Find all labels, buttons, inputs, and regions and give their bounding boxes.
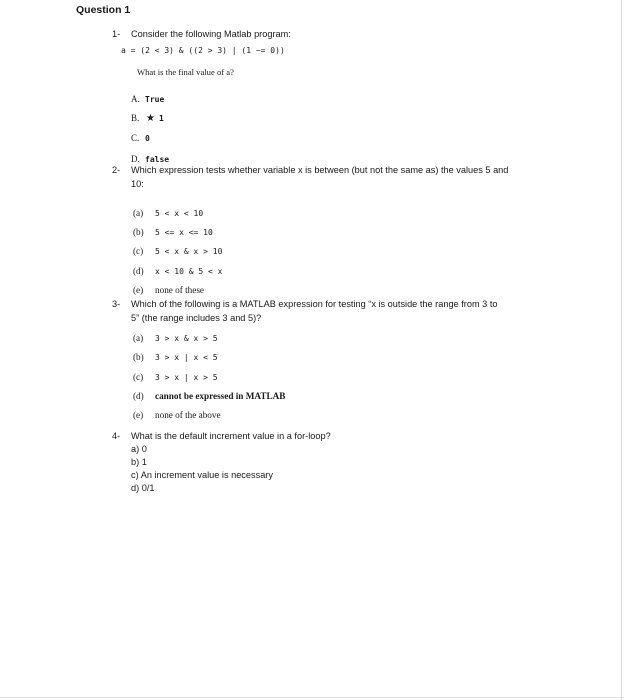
q1-option-a — [131, 89, 164, 107]
page-edge-right — [621, 0, 622, 700]
q3-option-b — [133, 347, 218, 365]
q3-option-value: 3 > x | x > 5 — [155, 373, 218, 382]
q1-option-label: A. — [131, 94, 140, 104]
q2-option-c — [133, 241, 222, 259]
q3-option-label: (b) — [133, 352, 144, 362]
page-edge-bottom — [0, 697, 624, 698]
q2-option-label: (e) — [133, 285, 144, 295]
q2-option-a — [133, 203, 203, 221]
star-icon: ★ — [146, 113, 155, 124]
q1-option-value: True — [145, 95, 165, 104]
q2-text-line1: Which expression tests whether variable x is between (but not the same as) the values 5 and — [131, 165, 509, 175]
q2-option-value: 5 <= x <= 10 — [155, 228, 213, 237]
q3-option-c — [133, 367, 218, 385]
q3-option-value: 3 > x & x > 5 — [155, 334, 218, 343]
q2-option-label: (b) — [133, 227, 144, 237]
q2-option-value: x < 10 & 5 < x — [155, 267, 223, 276]
q4-option-c: c) An increment value is necessary — [131, 470, 273, 480]
q1-code: a = (2 < 3) & ((2 > 3) | (1 ~= 0)) — [121, 46, 285, 55]
q1-option-label: B. — [131, 113, 140, 123]
q3-option-value: 3 > x | x < 5 — [155, 353, 218, 362]
q3-option-label: (e) — [133, 410, 144, 420]
q3-text-line2: 5” (the range includes 3 and 5)? — [131, 313, 262, 323]
question-heading: Question 1 — [76, 4, 131, 16]
q2-option-value: 5 < x & x > 10 — [155, 247, 223, 256]
q1-option-c — [131, 128, 150, 146]
q1-option-value: false — [145, 155, 170, 164]
q2-number: 2- — [112, 165, 121, 175]
q1-number: 1- — [112, 29, 121, 39]
q3-option-d — [133, 386, 285, 404]
q2-option-value: none of these — [155, 285, 204, 295]
q1-option-value: 0 — [145, 134, 150, 143]
q1-prompt: What is the final value of a? — [137, 67, 234, 77]
q4-option-b: b) 1 — [131, 457, 147, 467]
q3-option-label: (a) — [133, 333, 144, 343]
q1-option-label: C. — [131, 133, 140, 143]
q3-option-label: (c) — [133, 372, 144, 382]
q3-block — [112, 299, 592, 329]
q1-option-label: D. — [131, 154, 140, 164]
q2-option-e — [133, 280, 204, 298]
q3-option-value: cannot be expressed in MATLAB — [155, 391, 286, 401]
q2-option-label: (c) — [133, 246, 144, 256]
q3-option-e — [133, 405, 221, 423]
q2-block — [112, 165, 592, 195]
q2-option-label: (a) — [133, 208, 144, 218]
q4-block — [112, 431, 592, 447]
q3-option-label: (d) — [133, 391, 144, 401]
q2-option-d — [133, 261, 222, 279]
q2-option-value: 5 < x < 10 — [155, 209, 204, 218]
q3-option-value: none of the above — [155, 410, 221, 420]
q2-option-label: (d) — [133, 266, 144, 276]
q1-option-b — [131, 108, 164, 126]
q4-option-d: d) 0/1 — [131, 483, 155, 493]
q1-text: Consider the following Matlab program: — [131, 29, 291, 39]
q1-option-value: 1 — [158, 114, 164, 123]
q3-number: 3- — [112, 299, 121, 309]
q4-number: 4- — [112, 431, 121, 441]
q3-option-a — [133, 328, 218, 346]
q3-text-line1: Which of the following is a MATLAB expression for testing “x is outside the range from 3 to — [131, 299, 498, 309]
q4-text: What is the default increment value in a for-loop? — [131, 431, 331, 441]
q2-option-b — [133, 222, 213, 240]
q2-text-line2: 10: — [131, 179, 144, 189]
q4-option-a: a) 0 — [131, 444, 147, 454]
